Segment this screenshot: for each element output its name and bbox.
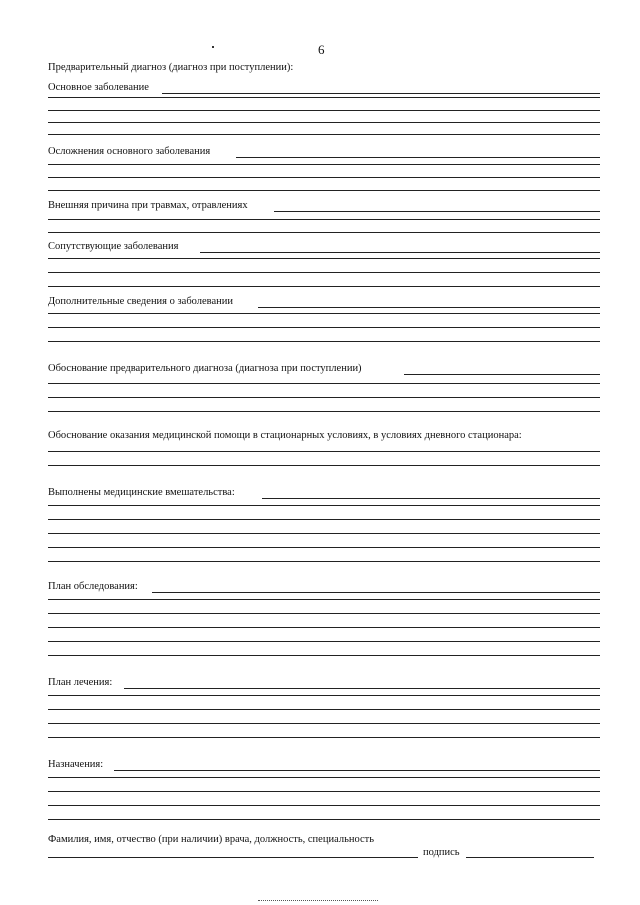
section-6-entry-line[interactable] (48, 383, 600, 384)
section-11-entry-line[interactable] (48, 819, 600, 820)
section-2-entry-line[interactable] (48, 190, 600, 191)
section-7-entry-line[interactable] (48, 465, 600, 466)
section-9-entry-line[interactable] (48, 641, 600, 642)
section-9-entry-line[interactable] (48, 599, 600, 600)
section-8-entry-line[interactable] (48, 519, 600, 520)
page-number: 6 (318, 42, 325, 57)
section-10-inline-field[interactable] (124, 688, 600, 689)
section-2-entry-line[interactable] (48, 177, 600, 178)
section-10-entry-line[interactable] (48, 709, 600, 710)
section-11-entry-line[interactable] (48, 805, 600, 806)
section-3-inline-field[interactable] (274, 211, 600, 212)
section-label-6: Обоснование предварительного диагноза (диагноза при поступлении) (48, 363, 366, 375)
section-label-3: Внешняя причина при травмах, отравлениях (48, 200, 252, 212)
section-6-entry-line[interactable] (48, 411, 600, 412)
scan-speck (212, 46, 214, 48)
section-9-entry-line[interactable] (48, 655, 600, 656)
section-10-entry-line[interactable] (48, 723, 600, 724)
section-5-entry-line[interactable] (48, 327, 600, 328)
section-7-entry-line[interactable] (48, 451, 600, 452)
section-label-4: Сопутствующие заболевания (48, 241, 182, 253)
section-3-entry-line[interactable] (48, 219, 600, 220)
section-5-entry-line[interactable] (48, 313, 600, 314)
section-3-entry-line[interactable] (48, 232, 600, 233)
section-label-10: План лечения: (48, 677, 116, 689)
section-8-entry-line[interactable] (48, 533, 600, 534)
section-9-entry-line[interactable] (48, 613, 600, 614)
section-6-entry-line[interactable] (48, 397, 600, 398)
section-8-inline-field[interactable] (262, 498, 600, 499)
section-8-entry-line[interactable] (48, 547, 600, 548)
section-4-entry-line[interactable] (48, 258, 600, 259)
section-label-5: Дополнительные сведения о заболевании (48, 296, 237, 308)
section-4-entry-line[interactable] (48, 286, 600, 287)
signature-field[interactable] (466, 857, 594, 858)
section-2-inline-field[interactable] (236, 157, 600, 158)
section-11-entry-line[interactable] (48, 777, 600, 778)
section-10-entry-line[interactable] (48, 695, 600, 696)
section-1-entry-line[interactable] (48, 122, 600, 123)
doctor-name-field[interactable] (48, 857, 418, 858)
section-11-inline-field[interactable] (114, 770, 600, 771)
section-4-inline-field[interactable] (200, 252, 600, 253)
section-1-inline-field[interactable] (162, 93, 600, 94)
section-9-inline-field[interactable] (152, 592, 600, 593)
section-4-entry-line[interactable] (48, 272, 600, 273)
section-8-entry-line[interactable] (48, 561, 600, 562)
signature-label: подпись (423, 847, 463, 858)
section-6-inline-field[interactable] (404, 374, 600, 375)
section-label-11: Назначения: (48, 759, 107, 771)
section-label-8: Выполнены медицинские вмешательства: (48, 487, 239, 499)
section-9-entry-line[interactable] (48, 627, 600, 628)
section-label-7: Обоснование оказания медицинской помощи в стационарных условиях, в условиях дневного стационара: (48, 430, 526, 442)
section-11-entry-line[interactable] (48, 791, 600, 792)
section-2-entry-line[interactable] (48, 164, 600, 165)
section-8-entry-line[interactable] (48, 505, 600, 506)
section-1-entry-line[interactable] (48, 97, 600, 98)
section-5-inline-field[interactable] (258, 307, 600, 308)
section-label-1: Основное заболевание (48, 82, 153, 94)
scan-edge-mark (258, 900, 378, 901)
section-label-2: Осложнения основного заболевания (48, 146, 214, 158)
section-10-entry-line[interactable] (48, 737, 600, 738)
section-label-9: План обследования: (48, 581, 142, 593)
section-1-entry-line[interactable] (48, 110, 600, 111)
doctor-name-label: Фамилия, имя, отчество (при наличии) врача, должность, специальность (48, 834, 378, 846)
section-1-entry-line[interactable] (48, 134, 600, 135)
preliminary-diagnosis-heading: Предварительный диагноз (диагноз при поступлении): (48, 62, 297, 74)
section-5-entry-line[interactable] (48, 341, 600, 342)
